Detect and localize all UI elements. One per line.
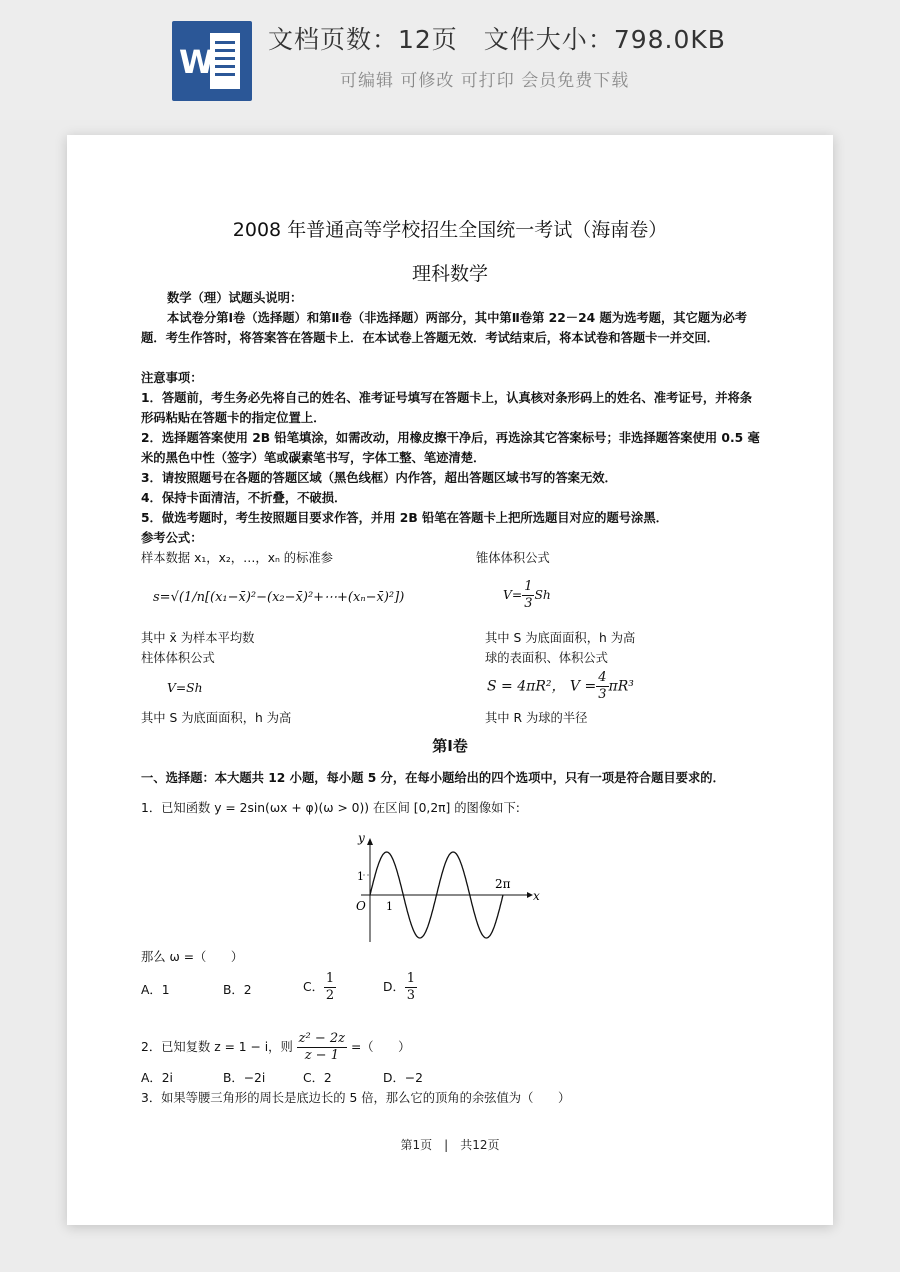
question-3-stem: 3．如果等腰三角形的周长是底边长的 5 倍，那么它的顶角的余弦值为（ ） <box>141 1091 571 1105</box>
attention-heading: 注意事项： <box>141 371 203 385</box>
question-1-after: 那么 ω =（ ） <box>141 950 244 964</box>
prism-label: 柱体体积公式 <box>141 651 215 665</box>
x-axis-label: x <box>533 889 540 903</box>
formula-heading: 参考公式： <box>141 531 203 545</box>
cone-formula: V= $\frac{1}{3}$ Sh <box>503 579 551 611</box>
prism-note: 其中 S 为底面面积，h 为高 <box>141 711 292 725</box>
attention-item: 2．选择题答案使用 2B 铅笔填涂，如需改动，用橡皮擦干净后，再选涂其它答案标号；非选择题答案使用 0.5 毫米的黑色中性（签字）笔或碳素笔书写，字体工整、笔迹清楚． <box>141 431 760 465</box>
sphere-formula: S = 4πR²， V = $\frac{4}{3}$ πR³ <box>487 670 634 702</box>
sample-label: 样本数据 x₁，x₂，…，xₙ 的标准参 <box>141 551 333 565</box>
exam-subtitle: 理科数学 <box>411 263 488 285</box>
q1-option-c: C． $\frac{1}{2}$ <box>303 971 335 1003</box>
origin-label: O <box>356 899 366 913</box>
document-page <box>67 135 833 1225</box>
attention-item: 1．答题前，考生务必先将自己的姓名、准考证号填写在答题卡上，认真核对条形码上的姓名、准考证号，并将条形码粘贴在答题卡的指定位置上． <box>141 391 753 425</box>
download-banner <box>0 0 900 120</box>
q2-option-b: B．−2i <box>223 1071 266 1085</box>
q2-option-c: C．2 <box>303 1071 332 1085</box>
notes-body: 本试卷分第Ⅰ卷（选择题）和第Ⅱ卷（非选择题）两部分，其中第Ⅱ卷第 22－24 题为选考题，其它题为必考题．考生作答时，将答案答在答题卡上．在本试卷上答题无效．考试结束后，将本试卷和答题卡一并交回． <box>141 311 748 345</box>
file-info-title: 文档页数：12页 文件大小：798.0KB <box>268 25 726 54</box>
notes-heading: 数学（理）试题头说明： <box>167 291 303 305</box>
attention-item: 4．保持卡面清洁，不折叠，不破损． <box>141 491 347 505</box>
prism-formula: V=Sh <box>167 681 203 695</box>
two-pi-label: 2π <box>495 877 511 891</box>
y-tick-label: 1 <box>357 870 364 883</box>
sphere-note: 其中 R 为球的半径 <box>485 711 588 725</box>
word-document-icon: W <box>172 21 252 101</box>
page-footer: 第1页 | 共12页 <box>400 1138 500 1152</box>
y-axis-arrow <box>367 838 373 845</box>
x-tick-label: 1 <box>386 900 393 913</box>
attention-item: 5．做选考题时，考生按照题目要求作答，并用 2B 铅笔在答题卡上把所选题目对应的题号涂黑． <box>141 511 668 525</box>
q2-option-a: A．2i <box>141 1071 173 1085</box>
cone-note: 其中 S 为底面面积，h 为高 <box>485 631 636 645</box>
sine-graph <box>351 830 541 948</box>
file-info-subtitle: 可编辑 可修改 可打印 会员免费下载 <box>340 71 630 91</box>
attention-item: 3．请按照题号在各题的答题区域（黑色线框）内作答，超出答题区域书写的答案无效． <box>141 471 617 485</box>
sphere-label: 球的表面积、体积公式 <box>485 651 608 665</box>
sample-formula: s=√(1/n[(x₁−x̄)²−(x₂−x̄)²+⋯+(xₙ−x̄)²]) <box>153 590 405 605</box>
part-title: 第Ⅰ卷 <box>432 737 468 755</box>
q2-option-d: D．−2 <box>383 1071 423 1085</box>
question-1-stem: 1．已知函数 y = 2sin(ωx + φ)(ω > 0)) 在区间 [0,2π] 的图像如下: <box>141 801 520 815</box>
y-axis-label: y <box>358 831 365 845</box>
section-title: 一、选择题：本大题共 12 小题，每小题 5 分，在每小题给出的四个选项中，只有一项是符合题目要求的． <box>141 771 725 785</box>
exam-title: 2008 年普通高等学校招生全国统一考试（海南卷） <box>232 219 668 241</box>
sample-note: 其中 x̄ 为样本平均数 <box>141 631 255 645</box>
q1-option-d: D． $\frac{1}{3}$ <box>383 971 416 1003</box>
q1-option-a: A．1 <box>141 983 170 997</box>
cone-label: 锥体体积公式 <box>476 551 550 565</box>
question-2-stem: 2．已知复数 z = 1 − i，则 $\frac{\text{z² − 2z}}{z - 1}$ =（ ） <box>141 1031 411 1063</box>
q1-option-b: B．2 <box>223 983 252 997</box>
